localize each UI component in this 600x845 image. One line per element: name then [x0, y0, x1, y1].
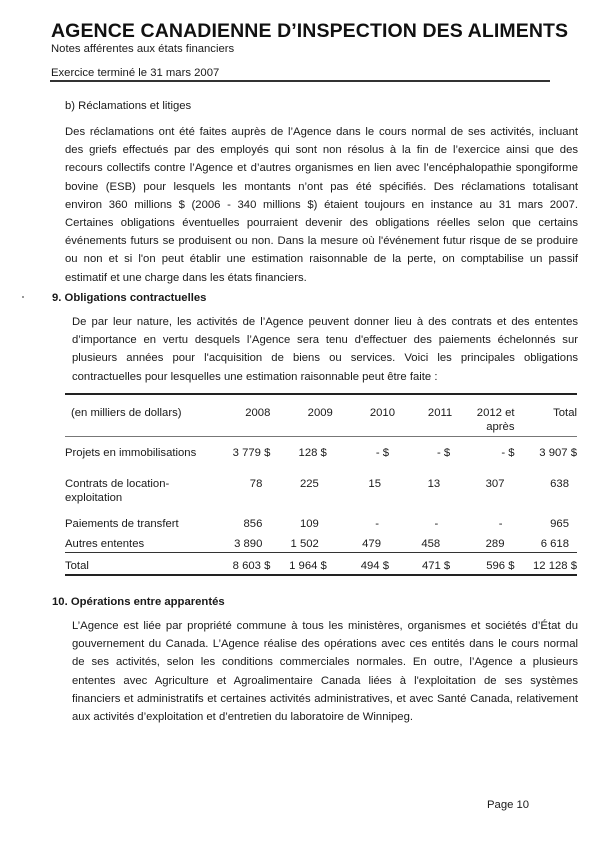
cell: 6 618: [515, 531, 578, 553]
header-2011: 2011: [395, 394, 452, 437]
text-line: bovine (ESB) pour lesquels les montants n’ont pas été spécifiés. Des réclamations totalisant: [65, 180, 578, 193]
cell: 856: [243, 518, 263, 530]
text-line: environ 360 millions $ (2006 - 340 millions $) étaient toujours en instance au 31 mars 2007.: [65, 198, 578, 211]
cell: 307: [485, 478, 505, 490]
total-cell: 12 128 $: [515, 553, 578, 576]
cell: 128 $: [298, 447, 327, 459]
text-line: contractuelles pour lesquelles une estimation raisonnable peut être faite :: [72, 370, 438, 383]
row-label: Autres ententes: [65, 531, 219, 553]
total-label: Total: [65, 553, 219, 576]
cell: 3 890: [219, 531, 271, 553]
total-cell: 596 $: [452, 553, 514, 576]
fiscal-period: Exercice terminé le 31 mars 2007: [51, 67, 220, 79]
total-cell: 494 $: [333, 553, 395, 576]
row-label: Projets en immobilisations: [65, 447, 197, 459]
cell: 638: [550, 478, 569, 490]
document-title: AGENCE CANADIENNE D’INSPECTION DES ALIMENTS: [51, 20, 569, 42]
cell: - $: [375, 447, 389, 459]
page-number: Page 10: [487, 799, 530, 811]
text-line: estimatif et une charge dans les états financiers.: [65, 271, 307, 284]
obligations-table: [65, 393, 577, 576]
cell: - $: [437, 447, 451, 459]
cell: 479: [333, 531, 395, 553]
text-line: L’Agence est liée par propriété commune à tous les ministères, organismes et sociétés d’État du: [72, 620, 578, 632]
table-header-row: [65, 394, 577, 437]
cell: 3 779 $: [232, 447, 271, 459]
document-subtitle: Notes afférentes aux états financiers: [51, 43, 235, 55]
text-line: Certaines obligations éventuelles pourraient devenir des obligations réelles selon que certains: [65, 217, 578, 230]
cell: 225: [299, 478, 319, 490]
cell: 13: [427, 478, 441, 490]
header-2012-line2: après: [486, 421, 515, 433]
total-cell: 1 964 $: [270, 553, 332, 576]
cell: 3 907 $: [539, 447, 577, 459]
paragraph-claims: [65, 123, 578, 287]
scan-speck: [22, 296, 24, 298]
row-label: Paiements de transfert: [65, 518, 179, 530]
text-line: événements futurs se produisent ou non. Dans la mesure où l'événement futur risque de se produire: [65, 235, 578, 248]
text-line: ou non et si l'on peut établir une estimation raisonnable de la perte, on comptabilise un passif: [65, 253, 578, 266]
text-line: De par leur nature, les activités de l’Agence peuvent donner lieu à des contrats et des ententes: [72, 316, 578, 328]
header-total: Total: [515, 394, 578, 437]
header-2012-and-after: [452, 394, 514, 437]
cell: 109: [299, 518, 319, 530]
text-line: Des réclamations ont été faites auprès de l’Agence dans le cours normal de ses activités, incluant: [65, 126, 578, 138]
header-2009: 2009: [270, 394, 332, 437]
header-2008: 2008: [219, 394, 271, 437]
row-label-line2: exploitation: [65, 492, 123, 504]
total-cell: 471 $: [395, 553, 452, 576]
text-line: aux activités d’exploitation et d’entretien du laboratoire de Winnipeg.: [72, 711, 413, 724]
cell: -: [434, 518, 439, 530]
row-label-line1: Contrats de location-: [65, 478, 170, 490]
cell: - $: [501, 447, 515, 459]
paragraph-contractual-obligations: [72, 313, 578, 386]
text-line: ententes avec Agriculture et Agroalimentaire Canada liées à l'exploitation de ses systèmes: [72, 674, 578, 687]
cell: 289: [452, 531, 514, 553]
header-units: (en milliers de dollars): [65, 394, 219, 437]
subsection-heading-claims: b) Réclamations et litiges: [65, 100, 192, 112]
cell: 1 502: [270, 531, 332, 553]
text-line: d’importance en vertu desquels l’Agence sera tenu d'effectuer des paiements échelonnés sur: [72, 334, 578, 347]
row-label: [65, 465, 219, 505]
text-line: financiers et administratifs et certaines activités administratives, et avec Santé Canada, relativement: [72, 692, 578, 705]
text-line: recours collectifs contre l’Agence et d’autres organismes en lien avec l’encéphalopathie spongiforme: [65, 162, 578, 175]
header-2012-line1: 2012 et: [476, 407, 515, 419]
header-rule: [50, 80, 550, 82]
table-row: [65, 505, 577, 531]
paragraph-related-party: [72, 617, 578, 726]
table-total-row: [65, 553, 577, 576]
text-line: des griefs effectués par des employés qui sont non résolus à la fin de l’exercice ainsi que des: [65, 144, 578, 157]
cell: -: [498, 518, 503, 530]
section-heading-contractual-obligations: 9. Obligations contractuelles: [52, 292, 207, 304]
cell: 965: [550, 518, 569, 530]
cell: 15: [368, 478, 381, 490]
table-row: [65, 465, 577, 505]
text-line: gouvernement du Canada. L’Agence réalise des opérations avec ces entités dans le cours normal: [72, 638, 578, 651]
cell: -: [375, 518, 379, 530]
text-line: de ses activités, selon les conditions commerciales normales. En outre, l’Agence a plusieurs: [72, 656, 578, 669]
total-cell: 8 603 $: [219, 553, 271, 576]
cell: 458: [395, 531, 452, 553]
text-line: plusieurs années pour l'acquisition de biens ou services. Voici les principales obligations: [72, 352, 578, 365]
table-row: [65, 531, 577, 553]
section-heading-related-party: 10. Opérations entre apparentés: [52, 596, 225, 608]
header-2010: 2010: [333, 394, 395, 437]
table-row: [65, 437, 577, 465]
cell: 78: [249, 478, 263, 490]
